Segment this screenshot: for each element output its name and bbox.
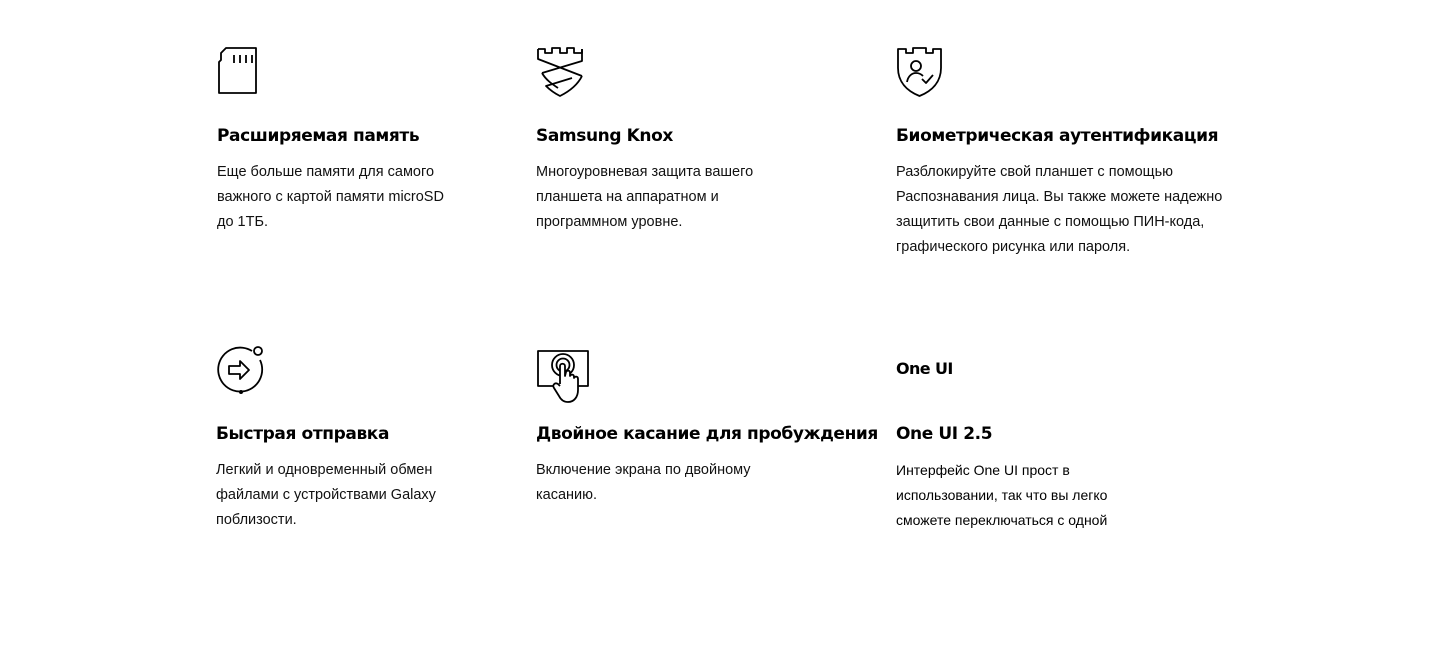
sd-card-icon (217, 46, 259, 96)
feature-title: One UI 2.5 (896, 424, 993, 444)
one-ui-logo: One UI (896, 359, 953, 378)
double-tap-icon (536, 344, 592, 406)
feature-title: Биометрическая аутентификация (896, 126, 1219, 146)
quick-share-icon (216, 344, 270, 396)
biometric-shield-icon (896, 46, 944, 98)
feature-description: Разблокируйте свой планшет с помощью Распознавания лица. Вы также можете надежно защитить свои данные с помощью ПИН-кода, графического рисунка или пароля. (896, 164, 1223, 255)
feature-title: Быстрая отправка (216, 424, 390, 444)
feature-description: Интерфейс One UI прост в использовании, так что вы легко сможете переключаться с одной (896, 462, 1108, 528)
feature-description: Еще больше памяти для самого важного с картой памяти microSD до 1ТБ. (217, 164, 444, 230)
knox-shield-icon (536, 46, 586, 98)
feature-description: Включение экрана по двойному касанию. (536, 462, 751, 503)
feature-description: Легкий и одновременный обмен файлами с устройствами Galaxy поблизости. (216, 462, 436, 528)
feature-title: Двойное касание для пробуждения (536, 424, 878, 444)
feature-description: Многоуровневая защита вашего планшета на аппаратном и программном уровне. (536, 164, 754, 230)
feature-title: Расширяемая память (217, 126, 420, 146)
feature-title: Samsung Knox (536, 126, 673, 146)
